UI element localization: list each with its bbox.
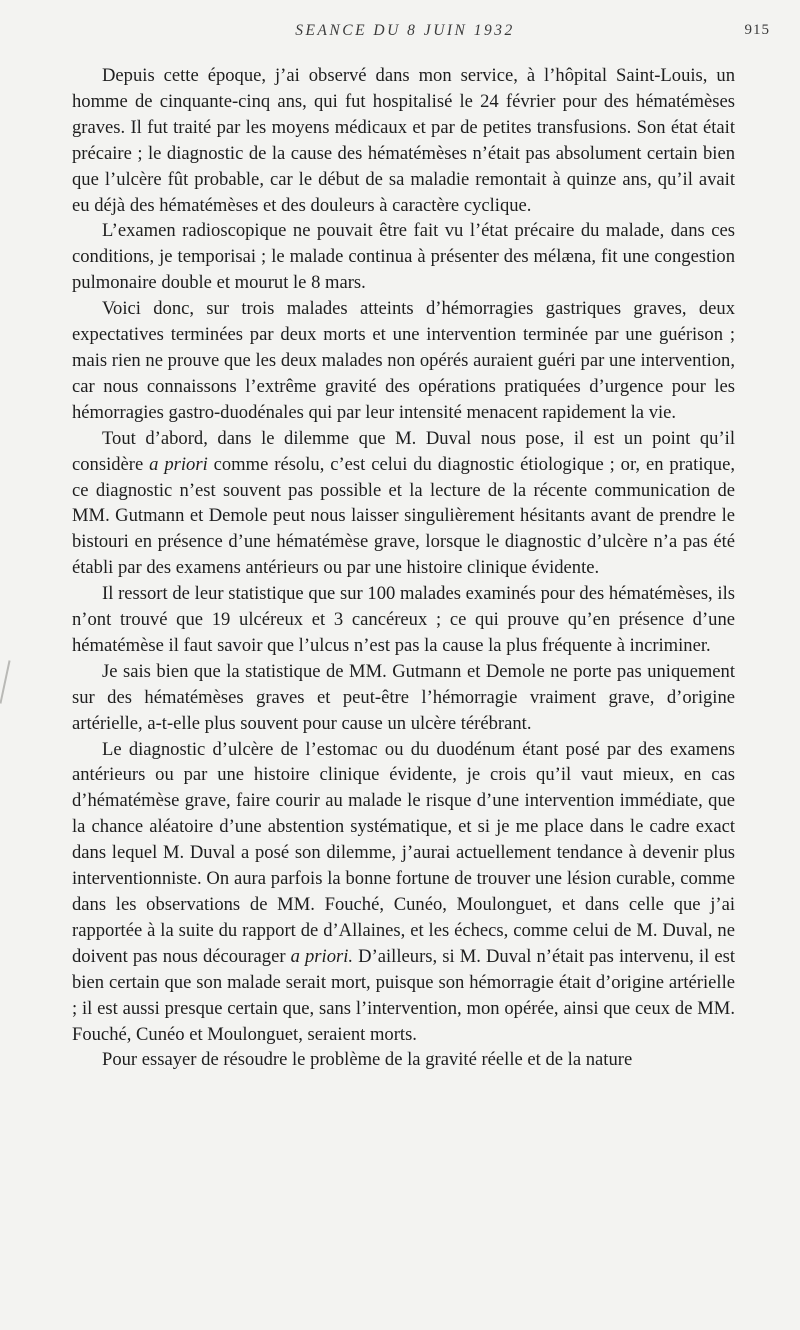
paragraph-7 [72, 737, 735, 1048]
paragraph-3: Voici donc, sur trois malades atteints d’hémorragies gastriques graves, deux expectatives terminées par deux morts et une intervention terminée par une guérison ; mais rien ne prouve que les deux malades non opérés auraient guéri par une intervention, car nous connaissons l’extrême gravité des opérations pratiquées d’urgence pour les hémorragies gastro-duodénales qui par leur intensité menacent rapidement la vie. [72, 298, 735, 423]
paragraph-4-text-start: Tout d’abord, dans le dilemme que M. Duval nous pose, il est un point qu’il considère [72, 427, 735, 475]
paragraph-6: Je sais bien que la statistique de MM. Gutmann et Demole ne porte pas uniquement sur des hématémèses graves et peut-être l’hémorragie vraiment grave, d’origine artérielle, a-t-elle plus souvent pour cause un ulcère térébrant. [72, 660, 735, 734]
page-header [70, 22, 770, 46]
paragraph-4 [72, 426, 735, 581]
margin-mark [0, 660, 11, 703]
paragraph-4-italic-phrase: a priori [149, 453, 208, 475]
body-text [72, 63, 735, 1073]
paragraph-1: Depuis cette époque, j’ai observé dans mon service, à l’hôpital Saint-Louis, un homme de cinquante-cinq ans, qui fut hospitalisé le 24 février pour des hématémèses graves. Il fut traité par les moyens médicaux et par de petites transfusions. Son état était précaire ; le diagnostic de la cause des hématémèses n’était pas absolument certain bien que l’ulcère fût probable, car le début de sa maladie remontait à quinze ans, qu’il avait eu déjà des hématémèses et des douleurs à caractère cyclique. [72, 65, 735, 216]
paragraph-4-text-end: comme résolu, c’est celui du diagnostic étiologique ; or, en pratique, ce diagnostic n’est souvent pas possible et la lecture de la récente communication de MM. Gutmann et Demole peut nous laisser singulièrement hésitants avant de prendre le bistouri en présence d’une hématémèse grave, lorsque le diagnostic d’ulcère n’a pas été établi par des examens antérieurs ou par une histoire clinique évidente. [72, 453, 735, 579]
paragraph-2: L’examen radioscopique ne pouvait être fait vu l’état précaire du malade, dans ces conditions, je temporisai ; le malade continua à présenter des mélæna, fit une congestion pulmonaire double et mourut le 8 mars. [72, 220, 735, 294]
paragraph-7-italic-phrase: a priori. [290, 945, 354, 967]
running-head: SEANCE DU 8 JUIN 1932 [295, 22, 515, 39]
paragraph-7-text-end: D’ailleurs, si M. Duval n’était pas intervenu, il est bien certain que son malade serait mort, puisque son hémorragie était d’origine artérielle ; il est aussi presque certain que, sans l’intervention, mon opérée, ainsi que ceux de MM. Fouché, Cunéo et Moulonguet, seraient morts. [72, 945, 735, 1045]
paragraph-8: Pour essayer de résoudre le problème de la gravité réelle et de la nature [102, 1049, 633, 1071]
paragraph-7-text-start: Le diagnostic d’ulcère de l’estomac ou du duodénum étant posé par des examens antérieurs ou par une histoire clinique évidente, je crois qu’il vaut mieux, en cas d’hématémèse grave, faire courir au malade le risque d’une intervention immédiate, que la chance aléatoire d’une abstention systématique, et si je me place dans le cadre exact dans lequel M. Duval a posé son dilemme, j’aurai actuellement tendance à devenir plus interventionniste. On aura parfois la bonne fortune de trouver une lésion curable, comme dans les observations de MM. Fouché, Cunéo, Moulonguet, et dans celle que j’ai rapportée à la suite du rapport de d’Allaines, et les échecs, comme celui de M. Duval, ne doivent pas nous décourager [72, 738, 735, 967]
page-number: 915 [744, 22, 770, 38]
paragraph-5: Il ressort de leur statistique que sur 100 malades examinés pour des hématémèses, ils n’ont trouvé que 19 ulcéreux et 3 cancéreux ; ce qui prouve qu’en présence d’une hématémèse il faut savoir que l’ulcus n’est pas la cause la plus fréquente à incriminer. [72, 583, 735, 656]
